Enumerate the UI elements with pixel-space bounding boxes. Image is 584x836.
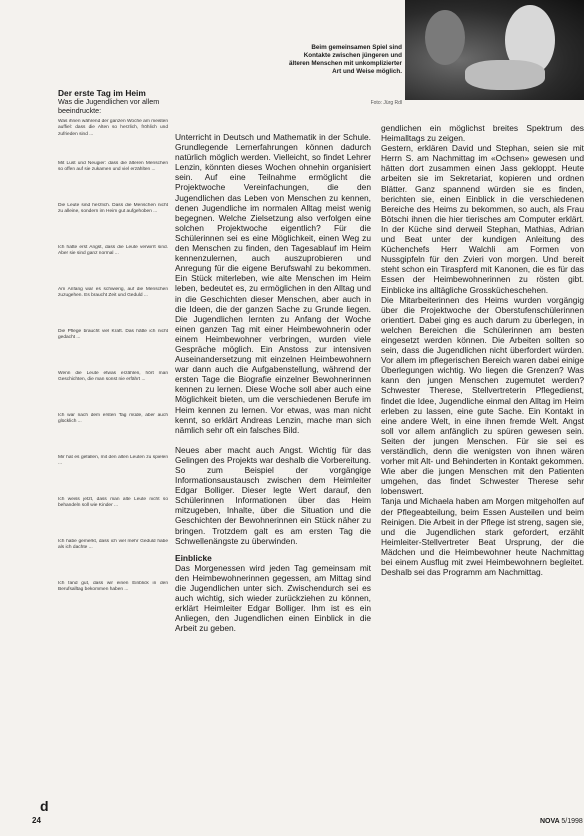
sidebar-item: Am Anfang war es schwierig, auf die Menschen zuzugehen. Es braucht Zeit und Geduld ... <box>58 287 168 299</box>
sidebar-item: Ich weiss jetzt, dass man alte Leute nicht so behandeln soll wie Kinder ... <box>58 497 168 509</box>
footer <box>540 818 583 825</box>
sidebar-item: Ich fand gut, dass wir einen Einblick in den Berufsalltag bekommen haben ... <box>58 581 168 593</box>
article-column-1 <box>175 132 371 822</box>
article-paragraph: Neues aber macht auch Angst. Wichtig für das Gelingen des Projekts war deshalb die Vorbereitung. So zum Beispiel der vorgängige Informationsaustausch zwischen dem Heimleiter Edgar Bolliger. Dieser legte Wert darauf, den Schülerinnen Informationen über das Heim mitzugeben, Inhalte, über die Situation und die Geschichten der Bewohnerinnen ein Stück näher zu bringen. Trotzdem galt es am ersten Tag die Schwellenängste zu überwinden. <box>175 444 371 546</box>
photo-game <box>405 0 584 100</box>
sidebar-title: Der erste Tag im Heim <box>58 88 146 98</box>
sidebar-subtitle: Was die Jugendlichen vor allem beeindruckte: <box>58 97 160 115</box>
sidebar-box <box>58 88 168 623</box>
article-paragraph: Das Morgenessen wird jeden Tag gemeinsam mit den Heimbewohnerinnen gegessen, am Mittag sind die Jugendlichen unter sich. Zwischendurch sei es auch wichtig, sich wieder zurückziehen zu können, erklärt Heimleiter Edgar Bolliger. Ihm ist es ein Anliegen, den Jugendlichen einen Einblick in die Arbeit zu geben. <box>175 562 371 634</box>
photo-caption: Beim gemeinsamen Spiel sind Kontakte zwischen jüngeren und älteren Menschen mit unkomplizierter Art und Weise möglich. <box>288 44 402 75</box>
section-heading: Einblicke <box>175 552 212 563</box>
sidebar-item: Was ihnen während der ganzen Woche am meisten auffiel: dass die Alten so herzlich, fröhlich und zufrieden sind ... <box>58 119 168 137</box>
footer-issue: 5/1998 <box>561 818 583 825</box>
sidebar-item: Ich hatte erst Angst, dass die Leute verwirrt sind. Aber sie sind ganz normal ... <box>58 245 168 257</box>
sidebar-item: Wenn die Leute etwas erzählen, hört man Geschichten, die man sonst nie erfährt ... <box>58 371 168 383</box>
sidebar-item: Die Leute sind herzlich. Dass die Menschen nicht zu alleine, sondern im Heim gut aufgehoben ... <box>58 203 168 215</box>
article-paragraph: Gestern, erklären David und Stephan, seien sie mit Herrn S. am Nachmittag im «Ochsen» gewesen und hätten dort zusammen einen Jass gekloppt. Heute arbeiten sie im Sekretariat, kopieren und ordnen Blätter. Ganz spannend würden sie es finden, berichten sie, einen Einblick in die verschiedenen Bereiche des Heims zu bekommen, so auch, als Frau Bötschi ihnen die hier tierisches am Computer erklärt. In der Küche sind derweil Stephan, Mathias, Adrian und Beat unter der kundigen Anleitung des Küchenchefs Herr Walchli am Formen von Nussgipfeln für den Zvieri von morgen. Und bereit steht schon ein Tiraspferd mit Kanonen, die es für das Essen der Heimbewohnerinnen zu rösten gibt. Einblicke ins alltägliche Grosskücheschehen. <box>381 143 584 295</box>
page-number: 24 <box>32 816 41 825</box>
sidebar-item: Mir hat es gefallen, mit den alten Leuten zu spielen ... <box>58 455 168 467</box>
sidebar-item: Die Pflege braucht viel Kraft. Das hätte ich nicht gedacht ... <box>58 329 168 341</box>
sidebar-item: Ich war nach dem ersten Tag müde, aber auch glücklich ... <box>58 413 168 425</box>
sidebar-item: Mit Lust und Neugier: dass die älteren Menschen so offen auf sie zukamen und viel erzählten ... <box>58 161 168 173</box>
sidebar-item: Ich habe gemerkt, dass ich viel mehr Geduld habe als ich dachte ... <box>58 539 168 551</box>
article-paragraph: Unterricht in Deutsch und Mathematik in der Schule. Grundlegende Lernerfahrungen können dadurch natürlich möglich werden. Vielleicht, so findet Lehrer Lenzin, könnten dieses Wochen ohnehin organisiert sein. Auf eine Teilnahme ermöglicht die Projektwoche Vereinfachungen, die den Jugendlichen das Leben von Menschen zu kennen, denen Jugendliche im normalen Alltag meist wenig begegnen. Welche Zielsetzung also verfolgen eine solchen Projektwoche eigentlich? Für die Schülerinnen sei es eine Möglichkeit, einen Weg zu den Menschen zu finden, den Tagesablauf im Heim kennenzulernen, auch auszuprobieren und Anregung für die eigene Berufswahl zu bekommen. Ein Stück miterleben, wie alte Menschen im Heim leben, bedeutet es, zu ermöglichen in den Alltag und in die Geschichten dieser Menschen, aber auch in die Ideen, die der ganzen Sache zu Grunde liegen. Die Jugendlichen lernten zu Anfang der Woche einen ganzen Tag mit einer Heimbewohnerin oder einem Heimbewohner verbringen, wurden viele Gespräche möglich. Ein Anstoss zur intensiven Auseinandersetzung mit einzelnen Heimbewohnern war dann auch die Aufgabenstellung, während der ersten Tage die Biografie einzelner Bewohnerinnen kennen zu lernen. Diese Woche soll aber auch eine Möglichkeit bieten, um die verschiedenen Berufe im Heim kennen zu lernen. Vor etwas, was man nicht kennt, so erklärt Andreas Lenzin, mache man sich nämlich sehr oft ein falsches Bild. <box>175 132 371 435</box>
article-paragraph: Die Mitarbeiterinnen des Heims wurden vorgängig über die Projektwoche der Oberstufenschülerinnen orientiert. Dabei ging es auch darum zu überlegen, in welchen Bereichen die Schülerinnen am besten eingesetzt werden können. Die Arbeiten sollten so sein, dass die Jugendlichen nicht überfordert würden. Vor allem im pflegerischen Bereich waren dabei einige Überlegungen wichtig. Wo liegen die Grenzen? Was kann den jungen Menschen zugemutet werden? Schwester Therese, Stellvertreterin Pflegedienst, findet die Idee, Jugendliche einmal den Alltag im Heim erleben zu lassen, eine gute Sache. Ein Kontakt in eine andere Welt, in eine ihnen fremde Welt. Angst soll vor allem anfänglich zu spüren gewesen sein. Seiten der jungen Menschen. Für sie sei es verständlich, denn die wenigsten von ihnen wären vorher mit Alt- und Behinderten in Kontakt gekommen. Wie aber die jungen Menschen mit den Patienten umgehen, das findet Schwester Therese sehr lobenswert. <box>381 294 584 497</box>
photo-person-left <box>425 10 465 65</box>
photo-credit: Foto: Jürg Rdl <box>370 100 402 106</box>
corner-mark: d <box>40 798 49 814</box>
footer-magazine: NOVA <box>540 818 560 825</box>
article-paragraph: Tanja und Michaela haben am Morgen mitgeholfen auf der Pflegeabteilung, beim Essen Austeilen und beim Reinigen. Die Arbeit in der Pflege ist streng, sagen sie, und die Jugendlichen stark gefordert, erzählt Heimleiter-Stellvertreter Beat Ursprung, der die Mädchen und die Heimbewohner heute Nachmittag bei einem Ausflug mit zwei Heimbewohnern begleitet. Deshalb sei das Programm am Nachmittag. <box>381 496 584 578</box>
photo-table <box>465 60 545 90</box>
article-paragraph: gendlichen ein möglichst breites Spektrum des Heimalltags zu zeigen. <box>381 123 584 144</box>
article-column-2 <box>381 123 584 813</box>
